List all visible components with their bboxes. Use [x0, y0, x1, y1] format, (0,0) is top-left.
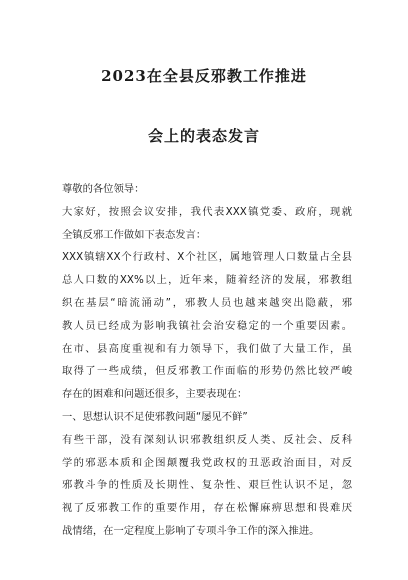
- title-line-1: 2023在全县反邪教工作推进: [101, 67, 307, 85]
- speech-body: [62, 178, 352, 543]
- body-line: 学的邪恶本质和企图颠覆我党政权的丑恶政治面目，对反: [62, 456, 352, 469]
- body-line: 取得了一些成绩，但反邪教工作面临的形势仍然比较严峻: [62, 365, 352, 378]
- body-line: 总人口数的XX%以上，近年来，随着经济的发展，邪教组: [62, 274, 352, 287]
- title-line-2: 会上的表态发言: [147, 127, 260, 145]
- body-line: 邪教斗争的性质及长期性、复杂性、艰巨性认识不足，忽: [62, 479, 352, 492]
- body-line: 有些干部，没有深刻认识邪教组织反人类、反社会、反科: [62, 433, 352, 446]
- body-line: 战情绪，在一定程度上影响了专项斗争工作的深入推进。: [62, 524, 320, 537]
- body-line: 在市、县高度重视和有力领导下，我们做了大量工作，虽: [62, 342, 352, 355]
- salutation: 尊敬的各位领导：: [62, 183, 145, 195]
- body-line: 织在基层“暗流涌动”，邪教人员也越来越突出隐蔽，邪: [62, 296, 352, 309]
- body-line: 存在的困难和问题还很多，主要表现在：: [62, 388, 248, 401]
- body-line: XXX镇辖XX个行政村、X个社区，属地管理人口数量占全县: [62, 251, 352, 264]
- body-line: 全镇反邪工作做如下表态发言：: [62, 228, 207, 241]
- body-line: 视了反邪教工作的重要作用，存在松懈麻痹思想和畏难厌: [62, 502, 352, 515]
- body-line: 教人员已经成为影响我镇社会治安稳定的一个重要因素。: [62, 319, 352, 332]
- section-heading: 一、思想认识不足使邪教问题“屡见不鲜”: [62, 410, 248, 423]
- body-line: 大家好，按照会议安排，我代表XXX镇党委、政府，现就: [62, 205, 352, 218]
